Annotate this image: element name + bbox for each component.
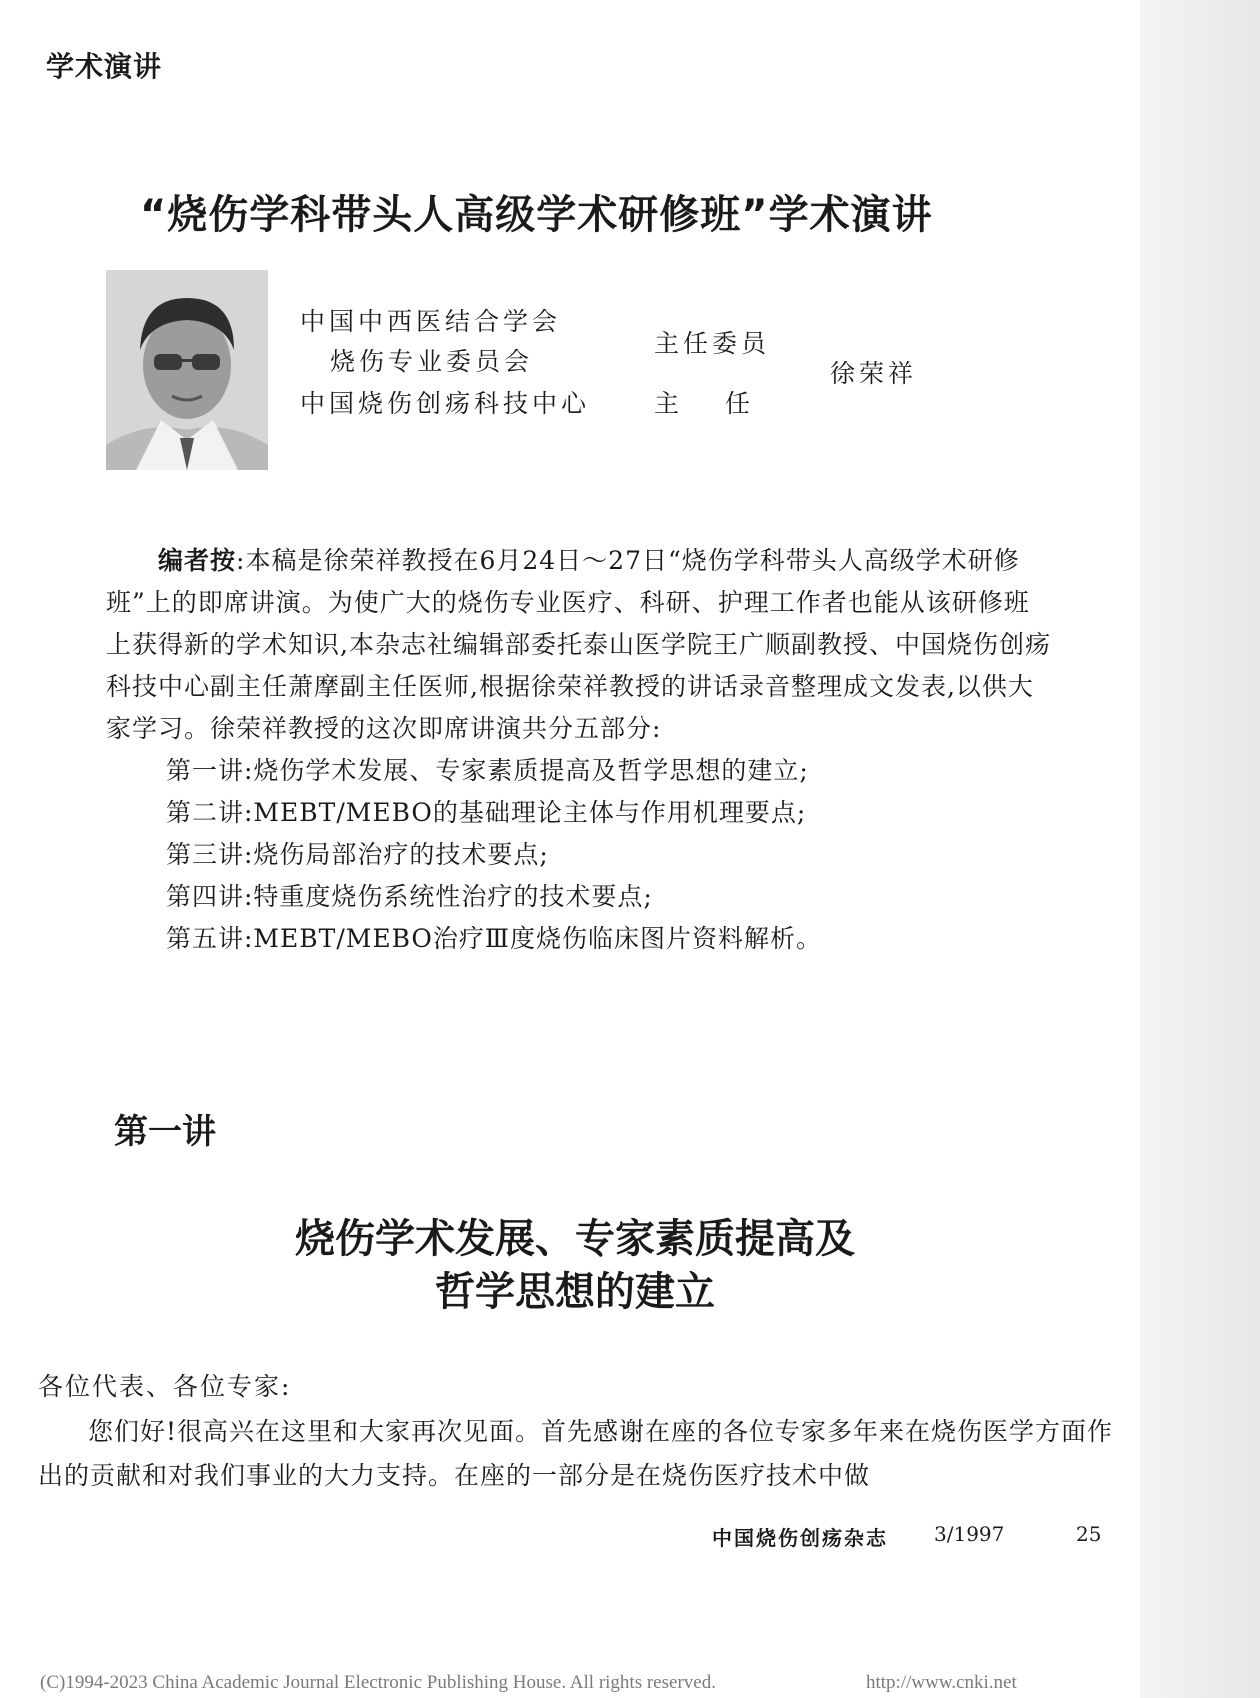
author-name: 徐荣祥 xyxy=(830,359,918,388)
author-org-line-3: 中国烧伤创疡科技中心 xyxy=(300,389,591,418)
lecture-item-2: 第二讲:MEBT/MEBO的基础理论主体与作用机理要点; xyxy=(166,798,807,827)
editor-note-label: 编者按 xyxy=(158,546,237,575)
author-role-2: 主任 xyxy=(654,389,797,418)
lecture-item-4: 第四讲:特重度烧伤系统性治疗的技术要点; xyxy=(166,882,653,911)
part-title-line-1: 烧伤学术发展、专家素质提高及 xyxy=(295,1216,855,1262)
page-number: 25 xyxy=(1076,1522,1102,1546)
greeting: 各位代表、各位专家: xyxy=(38,1372,292,1401)
scan-edge xyxy=(1140,0,1260,1698)
lecture-item-1: 第一讲:烧伤学术发展、专家素质提高及哲学思想的建立; xyxy=(166,756,809,785)
author-org-line-2: 烧伤专业委员会 xyxy=(330,347,534,376)
author-photo xyxy=(106,270,268,470)
journal-issue: 3/1997 xyxy=(934,1522,1005,1546)
page-title: “烧伤学科带头人高级学术研修班”学术演讲 xyxy=(140,192,933,238)
editor-note-text: :本稿是徐荣祥教授在6月24日～27日“烧伤学科带头人高级学术研修班”上的即席讲演。为使广大的烧伤专业医疗、科研、护理工作者也能从该研修班上获得新的学术知识,本杂志社编辑部委托泰山医学院王广顺副教授、中国烧伤创疡科技中心副主任萧摩副主任医师,根据徐荣祥教授的讲话录音整理成文发表,以供大家学习。徐荣祥教授的这次即席讲演共分五部分: xyxy=(106,546,1051,743)
part-heading: 第一讲 xyxy=(114,1112,216,1152)
body-paragraph: 您们好!很高兴在这里和大家再次见面。首先感谢在座的各位专家多年来在烧伤医学方面作出的贡献和对我们事业的大力支持。在座的一部分是在烧伤医疗技术中做 xyxy=(38,1417,1114,1490)
author-org-line-1: 中国中西医结合学会 xyxy=(300,307,562,336)
editor-note xyxy=(106,540,1052,960)
author-role-1: 主任委员 xyxy=(654,329,771,358)
lecture-list xyxy=(106,750,1052,960)
lecture-item-5: 第五讲:MEBT/MEBO治疗Ⅲ度烧伤临床图片资料解析。 xyxy=(166,924,823,953)
editor-note-paragraph xyxy=(106,540,1052,750)
journal-name: 中国烧伤创疡杂志 xyxy=(712,1526,888,1550)
lecture-item-3: 第三讲:烧伤局部治疗的技术要点; xyxy=(166,840,549,869)
copyright-notice: (C)1994-2023 China Academic Journal Electronic Publishing House. All rights reserved. xyxy=(40,1672,716,1693)
body-text xyxy=(38,1410,1118,1498)
section-label: 学术演讲 xyxy=(46,50,163,83)
part-title-line-2: 哲学思想的建立 xyxy=(435,1269,715,1315)
website-link[interactable]: http://www.cnki.net xyxy=(866,1672,1017,1693)
